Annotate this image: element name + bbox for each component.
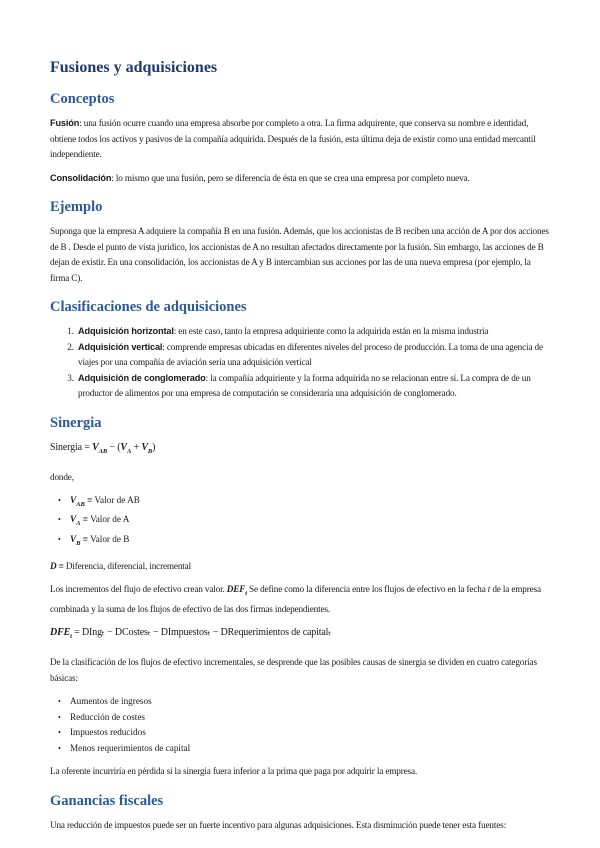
text-donde: donde,: [50, 471, 74, 482]
paragraph-ejemplo: Suponga que la empresa A adquiere la compañía B en una fusión. Además, que los accionistas de B reciben una acción de A por dos acciones de B . Desde el punto de vista jurídico, los accionistas de A no resultan afectados directamente por la fusión. Sin embargo, las acciones de B dejan de existir. En una consolidación, los accionistas de A y B intercambian sus acciones por las de una nueva empresa (por ejemplo, la firma C).: [50, 226, 549, 283]
paragraph-consolidacion: [50, 171, 550, 187]
list-item: • $V_{AB}$ ≡ Valor de AB: [58, 495, 140, 508]
heading-conceptos: Conceptos: [50, 91, 115, 107]
categoria-ingresos: Aumentos de ingresos: [70, 696, 152, 707]
formula-sinergia: Sinergia = $V_{AB} - (V_A + V_B)$: [50, 441, 156, 455]
list-item: • $V_B$ ≡ Valor de B: [58, 533, 130, 547]
def-vab: ≡ Valor de AB: [84, 495, 140, 505]
paragraph-d-def: D ≡ Diferencia, diferencial, incremental: [50, 560, 192, 571]
list-categorias: [50, 694, 550, 756]
document-title: Fusiones y adquisiciones: [50, 59, 218, 76]
term-horizontal: Adquisición horizontal: [78, 326, 174, 336]
list-item: • Impuestos reducidos: [58, 727, 146, 738]
categoria-costes: Reducción de costes: [70, 711, 146, 722]
list-item: [76, 371, 550, 402]
paragraph-oferente: La oferente incurriría en pérdida si la sinergia fuera inferior a la prima que paga por adquirir la empresa.: [50, 766, 418, 777]
heading-ganancias: Ganancias fiscales: [50, 792, 164, 809]
list-clasificaciones: [50, 324, 550, 402]
term-conglomerado: Adquisición de conglomerado: [78, 372, 206, 383]
paragraph-incrementos: Los incrementos del flujo de efectivo crean valor. $DEF_t$ Se define como la diferencia entre los flujos de efectivo en la fecha t de la empresa combinada y la suma de los flujos de efectivo de las dos firmas independientes.: [50, 584, 541, 614]
formula-dfe: $DFE_t$ = DIngₜ − DCostesₜ − DImpuestosₜ − DRequerimientos de capitalₜ: [50, 627, 332, 641]
heading-sinergia: Sinergia: [50, 414, 102, 431]
text-conglomerado: : la compañía adquiriente y la forma adquirida no se relacionan entre sí. La compra de de un productor de alimentos por una empresa de computación se consideraría una adquisición de conglomerado.: [78, 372, 531, 398]
text-vertical: : comprende empresas ubicadas en diferentes niveles del proceso de producción. La toma de una agencia de viajes por una compañía de aviación sería una adquisición vertical: [78, 341, 543, 367]
list-item: [76, 324, 550, 340]
def-vb: ≡ Valor de B: [80, 533, 130, 544]
term-consolidacion: Consolidación: [50, 172, 112, 183]
list-item: [76, 340, 550, 371]
incrementos-a: Los incrementos del flujo de efectivo crean valor.: [50, 584, 227, 595]
heading-ejemplo: Ejemplo: [50, 199, 103, 215]
categoria-capital: Menos requerimientos de capital: [70, 742, 191, 753]
paragraph-clasificacion: De la clasificación de los flujos de efectivo incrementales, se desprende que las posibles causas de sinergia se dividen en cuatro categorías básicas:: [50, 657, 537, 683]
def-va: ≡ Valor de A: [80, 514, 130, 525]
document-page: [50, 58, 550, 841]
def-d: ≡ Diferencia, diferencial, incremental: [56, 560, 192, 571]
list-item: • Menos requerimientos de capital: [58, 742, 191, 753]
term-fusion: Fusión: [50, 118, 80, 128]
list-definiciones: [50, 493, 550, 551]
list-item: • $V_A$ ≡ Valor de A: [58, 514, 130, 528]
heading-clasificaciones: Clasificaciones de adquisiciones: [50, 299, 247, 315]
term-vertical: Adquisición vertical: [78, 341, 163, 352]
paragraph-ganancias: Una reducción de impuestos puede ser un fuerte incentivo para algunas adquisiciones. Esta disminución puede tener esta fuentes:: [50, 819, 506, 830]
list-item: • Reducción de costes: [58, 711, 146, 722]
incrementos-b: Se define como la diferencia entre los flujos de efectivo en la fecha: [246, 584, 488, 595]
text-fusion: : una fusión ocurre cuando una empresa absorbe por completo a otra. La firma adquirente, que conserva su nombre e identidad, obtiene todos los activos y pasivos de la compañía adquirida. Después de la fusión, esta última deja de existir como una entidad mercantil independiente.: [50, 118, 536, 159]
formula-label: Sinergia =: [50, 441, 93, 453]
paragraph-fusion: [50, 116, 550, 163]
text-horizontal: : en este caso, tanto la empresa adquiriente como la adquirida están en la misma industria: [173, 326, 489, 336]
categoria-impuestos: Impuestos reducidos: [70, 727, 146, 738]
text-consolidacion: : lo mismo que una fusión, pero se diferencia de ésta en que se crea una empresa por completo nueva.: [111, 172, 470, 183]
incrementos-c: de la empresa combinada y la suma de los flujos de efectivo de las dos firmas independientes.: [50, 584, 541, 614]
dfe-formula-text: = DIngₜ − DCostesₜ − DImpuestosₜ − DRequerimientos de capitalₜ: [74, 627, 332, 639]
list-item: • Aumentos de ingresos: [58, 696, 152, 707]
